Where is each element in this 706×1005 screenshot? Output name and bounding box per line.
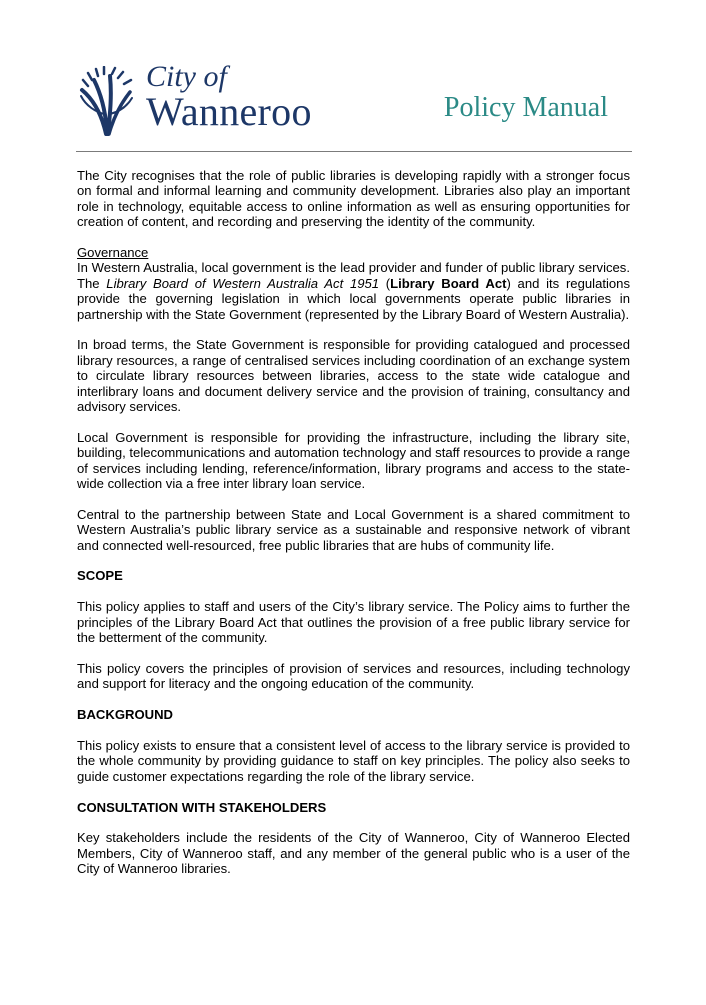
city-of-wanneroo-logo	[76, 60, 336, 136]
consultation-heading: CONSULTATION WITH STAKEHOLDERS	[77, 799, 327, 815]
intro-paragraph: The City recognises that the role of public libraries is developing rapidly with a stronger focus on formal and informal learning and community development. Libraries also play an important role in technology, equitable access to online information as well as ensuring opportunities for creation of content, and recording and preserving the identity of the community.	[77, 168, 630, 230]
page-header	[0, 0, 706, 152]
governance-p1-text-b: (	[379, 275, 391, 291]
library-board-act-title: Library Board of Western Australia Act 1951	[106, 275, 380, 291]
governance-p1-text-c: ) and its regulations provide the governing legislation in which local governments operate public libraries in partnership with the State Government (represented by the Library Board of Western Australia).	[77, 275, 631, 322]
library-board-act-abbrev: Library Board Act	[390, 275, 507, 291]
governance-paragraph-2: In broad terms, the State Government is responsible for providing catalogued and processed library resources, a range of centralised services including coordination of an exchange system to circulate library resources between libraries, access to the state wide catalogue and interlibrary loans and document delivery service and the provision of training, consultancy and advisory services.	[77, 337, 630, 415]
header-divider	[76, 151, 632, 152]
governance-paragraph-3: Local Government is responsible for providing the infrastructure, including the library site, building, telecommunications and automation technology and staff resources to provide a range of services including lending, reference/information, library programs and access to the state-wide collection via a free inter library loan service.	[77, 429, 630, 492]
consultation-paragraph: Key stakeholders include the residents of the City of Wanneroo, City of Wanneroo Elected Members, City of Wanneroo staff, and any member of the general public who is a user of the City of Wanneroo libraries.	[77, 830, 630, 877]
governance-paragraph-4: Central to the partnership between State and Local Government is a shared commitment to Western Australia’s public library service as a sustainable and responsive network of vibrant and connected well-resourced, free public libraries that are hubs of community life.	[77, 506, 630, 553]
banksia-flower-icon	[76, 66, 136, 136]
scope-heading: SCOPE	[77, 568, 123, 584]
scope-paragraph-2: This policy covers the principles of provision of services and resources, including technology and support for literacy and the ongoing education of the community.	[77, 660, 630, 692]
logo-line-wanneroo: Wanneroo	[146, 89, 312, 134]
document-body	[77, 168, 630, 892]
background-heading: BACKGROUND	[77, 707, 174, 723]
scope-paragraph-1: This policy applies to staff and users of the City’s library service. The Policy aims to further the principles of the Library Board Act that outlines the provision of a free public library service for the betterment of the community.	[77, 599, 630, 646]
policy-manual-title: Policy Manual	[443, 92, 608, 123]
governance-p1-text-a: In Western Australia, local government is the lead provider and funder of public library services. The	[77, 260, 630, 291]
logo-line-city-of: City of	[146, 60, 227, 93]
governance-paragraph-1	[77, 245, 630, 322]
background-paragraph: This policy exists to ensure that a consistent level of access to the library service is provided to the whole community by providing guidance to staff on key principles. The policy also seeks to guide customer expectations regarding the role of the library service.	[77, 737, 630, 784]
governance-heading: Governance	[77, 245, 149, 261]
